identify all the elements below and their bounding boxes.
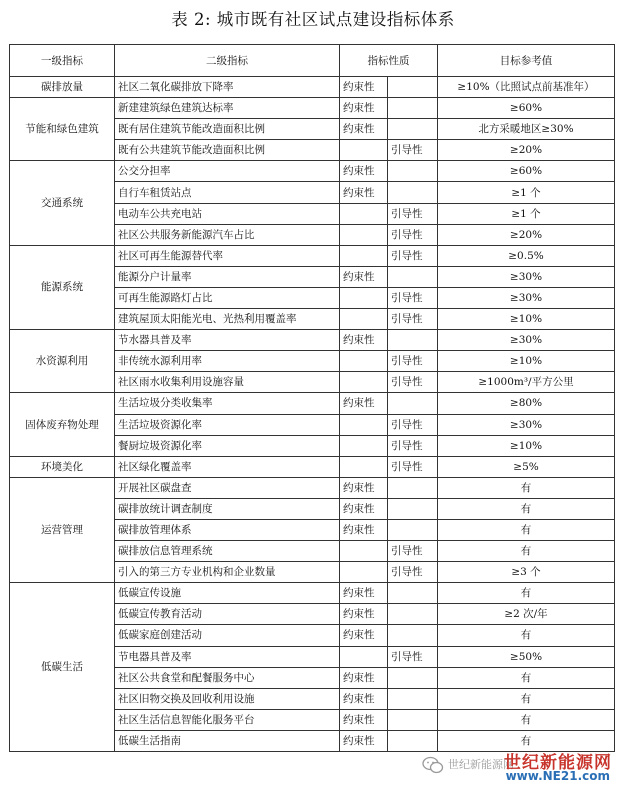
binding-nature: 约束性 bbox=[340, 98, 388, 119]
watermark-wechat-text: 世纪新能源网 bbox=[448, 758, 514, 771]
target-value: ≥1 个 bbox=[438, 182, 615, 203]
target-value: ≥60% bbox=[438, 161, 615, 182]
binding-nature bbox=[340, 351, 388, 372]
level2-indicator: 自行车租赁站点 bbox=[115, 182, 340, 203]
guiding-nature bbox=[388, 604, 438, 625]
level2-indicator: 低碳宣传教育活动 bbox=[115, 604, 340, 625]
level2-indicator: 社区旧物交换及回收利用设施 bbox=[115, 688, 340, 709]
binding-nature: 约束性 bbox=[340, 330, 388, 351]
guiding-nature bbox=[388, 667, 438, 688]
table-body bbox=[10, 77, 615, 752]
table-row bbox=[10, 477, 615, 498]
binding-nature: 约束性 bbox=[340, 730, 388, 751]
level2-indicator: 餐厨垃圾资源化率 bbox=[115, 435, 340, 456]
wechat-icon bbox=[422, 756, 444, 774]
binding-nature: 约束性 bbox=[340, 667, 388, 688]
level2-indicator: 低碳宣传设施 bbox=[115, 583, 340, 604]
binding-nature bbox=[340, 456, 388, 477]
guiding-nature bbox=[388, 498, 438, 519]
guiding-nature: 引导性 bbox=[388, 435, 438, 456]
level1-indicator: 水资源利用 bbox=[10, 330, 115, 393]
binding-nature: 约束性 bbox=[340, 709, 388, 730]
binding-nature: 约束性 bbox=[340, 519, 388, 540]
level2-indicator: 低碳家庭创建活动 bbox=[115, 625, 340, 646]
binding-nature: 约束性 bbox=[340, 477, 388, 498]
table-row bbox=[10, 330, 615, 351]
binding-nature: 约束性 bbox=[340, 77, 388, 98]
guiding-nature: 引导性 bbox=[388, 541, 438, 562]
level2-indicator: 社区雨水收集利用设施容量 bbox=[115, 372, 340, 393]
guiding-nature: 引导性 bbox=[388, 456, 438, 477]
binding-nature: 约束性 bbox=[340, 625, 388, 646]
table-row bbox=[10, 393, 615, 414]
level2-indicator: 既有居住建筑节能改造面积比例 bbox=[115, 119, 340, 140]
level1-indicator: 固体废弃物处理 bbox=[10, 393, 115, 456]
level2-indicator: 非传统水源利用率 bbox=[115, 351, 340, 372]
watermark-brand: 世纪新能源网 bbox=[504, 753, 612, 773]
level1-indicator: 碳排放量 bbox=[10, 77, 115, 98]
target-value: ≥2 次/年 bbox=[438, 604, 615, 625]
level2-indicator: 节电器具普及率 bbox=[115, 646, 340, 667]
level2-indicator: 社区生活信息智能化服务平台 bbox=[115, 709, 340, 730]
level2-indicator: 低碳生活指南 bbox=[115, 730, 340, 751]
guiding-nature bbox=[388, 266, 438, 287]
target-value: 有 bbox=[438, 688, 615, 709]
target-value: ≥5% bbox=[438, 456, 615, 477]
header-nature: 指标性质 bbox=[340, 45, 438, 77]
level2-indicator: 社区绿化覆盖率 bbox=[115, 456, 340, 477]
binding-nature bbox=[340, 140, 388, 161]
binding-nature bbox=[340, 562, 388, 583]
guiding-nature: 引导性 bbox=[388, 203, 438, 224]
guiding-nature: 引导性 bbox=[388, 140, 438, 161]
binding-nature bbox=[340, 646, 388, 667]
binding-nature: 约束性 bbox=[340, 266, 388, 287]
table-row bbox=[10, 456, 615, 477]
level2-indicator: 碳排放管理体系 bbox=[115, 519, 340, 540]
guiding-nature bbox=[388, 583, 438, 604]
guiding-nature: 引导性 bbox=[388, 245, 438, 266]
target-value: ≥10% bbox=[438, 351, 615, 372]
header-level1: 一级指标 bbox=[10, 45, 115, 77]
target-value: 有 bbox=[438, 541, 615, 562]
target-value: ≥10% bbox=[438, 309, 615, 330]
guiding-nature bbox=[388, 119, 438, 140]
level2-indicator: 既有公共建筑节能改造面积比例 bbox=[115, 140, 340, 161]
binding-nature bbox=[340, 203, 388, 224]
level2-indicator: 碳排放统计调查制度 bbox=[115, 498, 340, 519]
level1-indicator: 交通系统 bbox=[10, 161, 115, 245]
guiding-nature bbox=[388, 688, 438, 709]
guiding-nature: 引导性 bbox=[388, 646, 438, 667]
guiding-nature bbox=[388, 625, 438, 646]
level2-indicator: 可再生能源路灯占比 bbox=[115, 287, 340, 308]
level2-indicator: 社区二氧化碳排放下降率 bbox=[115, 77, 340, 98]
guiding-nature bbox=[388, 182, 438, 203]
guiding-nature bbox=[388, 77, 438, 98]
target-value: 有 bbox=[438, 730, 615, 751]
table-title: 表 2: 城市既有社区试点建设指标体系 bbox=[171, 10, 455, 29]
binding-nature: 约束性 bbox=[340, 119, 388, 140]
level2-indicator: 碳排放信息管理系统 bbox=[115, 541, 340, 562]
level2-indicator: 电动车公共充电站 bbox=[115, 203, 340, 224]
target-value: 有 bbox=[438, 519, 615, 540]
target-value: ≥3 个 bbox=[438, 562, 615, 583]
guiding-nature: 引导性 bbox=[388, 372, 438, 393]
level2-indicator: 生活垃圾分类收集率 bbox=[115, 393, 340, 414]
level2-indicator: 生活垃圾资源化率 bbox=[115, 414, 340, 435]
level2-indicator: 引入的第三方专业机构和企业数量 bbox=[115, 562, 340, 583]
guiding-nature: 引导性 bbox=[388, 351, 438, 372]
target-value: ≥20% bbox=[438, 140, 615, 161]
target-value: ≥80% bbox=[438, 393, 615, 414]
binding-nature: 约束性 bbox=[340, 604, 388, 625]
binding-nature bbox=[340, 224, 388, 245]
level1-indicator: 节能和绿色建筑 bbox=[10, 98, 115, 161]
guiding-nature bbox=[388, 98, 438, 119]
guiding-nature bbox=[388, 709, 438, 730]
table-row bbox=[10, 77, 615, 98]
table-row bbox=[10, 98, 615, 119]
target-value: ≥30% bbox=[438, 287, 615, 308]
binding-nature bbox=[340, 245, 388, 266]
level2-indicator: 公交分担率 bbox=[115, 161, 340, 182]
guiding-nature bbox=[388, 393, 438, 414]
binding-nature bbox=[340, 541, 388, 562]
header-level2: 二级指标 bbox=[115, 45, 340, 77]
level2-indicator: 节水器具普及率 bbox=[115, 330, 340, 351]
guiding-nature: 引导性 bbox=[388, 414, 438, 435]
target-value: ≥1 个 bbox=[438, 203, 615, 224]
table-row bbox=[10, 245, 615, 266]
level1-indicator: 环境美化 bbox=[10, 456, 115, 477]
guiding-nature: 引导性 bbox=[388, 287, 438, 308]
watermark-domain: www.NE21.com bbox=[505, 769, 610, 783]
target-value: ≥50% bbox=[438, 646, 615, 667]
target-value: ≥1000m³/平方公里 bbox=[438, 372, 615, 393]
binding-nature bbox=[340, 372, 388, 393]
binding-nature bbox=[340, 435, 388, 456]
binding-nature: 约束性 bbox=[340, 583, 388, 604]
level2-indicator: 社区公共食堂和配餐服务中心 bbox=[115, 667, 340, 688]
guiding-nature bbox=[388, 330, 438, 351]
watermark bbox=[422, 748, 618, 788]
guiding-nature bbox=[388, 161, 438, 182]
binding-nature: 约束性 bbox=[340, 182, 388, 203]
level2-indicator: 建筑屋顶太阳能光电、光热利用覆盖率 bbox=[115, 309, 340, 330]
table-header-row bbox=[10, 45, 615, 77]
guiding-nature: 引导性 bbox=[388, 562, 438, 583]
binding-nature: 约束性 bbox=[340, 688, 388, 709]
target-value: 有 bbox=[438, 583, 615, 604]
target-value: 有 bbox=[438, 477, 615, 498]
level1-indicator: 运营管理 bbox=[10, 477, 115, 582]
target-value: 有 bbox=[438, 498, 615, 519]
target-value: 北方采暖地区≥30% bbox=[438, 119, 615, 140]
guiding-nature bbox=[388, 477, 438, 498]
target-value: ≥30% bbox=[438, 330, 615, 351]
target-value: ≥10%（比照试点前基准年） bbox=[438, 77, 615, 98]
table-row bbox=[10, 583, 615, 604]
level2-indicator: 社区可再生能源替代率 bbox=[115, 245, 340, 266]
binding-nature bbox=[340, 309, 388, 330]
guiding-nature: 引导性 bbox=[388, 224, 438, 245]
table-row bbox=[10, 161, 615, 182]
level2-indicator: 能源分户计量率 bbox=[115, 266, 340, 287]
binding-nature bbox=[340, 414, 388, 435]
binding-nature: 约束性 bbox=[340, 498, 388, 519]
target-value: ≥0.5% bbox=[438, 245, 615, 266]
binding-nature: 约束性 bbox=[340, 161, 388, 182]
guiding-nature: 引导性 bbox=[388, 309, 438, 330]
guiding-nature bbox=[388, 519, 438, 540]
level2-indicator: 新建建筑绿色建筑达标率 bbox=[115, 98, 340, 119]
target-value: ≥20% bbox=[438, 224, 615, 245]
level2-indicator: 社区公共服务新能源汽车占比 bbox=[115, 224, 340, 245]
header-target: 目标参考值 bbox=[438, 45, 615, 77]
target-value: ≥60% bbox=[438, 98, 615, 119]
target-value: 有 bbox=[438, 625, 615, 646]
target-value: 有 bbox=[438, 667, 615, 688]
indicator-table bbox=[9, 44, 615, 752]
level2-indicator: 开展社区碳盘查 bbox=[115, 477, 340, 498]
binding-nature: 约束性 bbox=[340, 393, 388, 414]
target-value: ≥30% bbox=[438, 266, 615, 287]
level1-indicator: 能源系统 bbox=[10, 245, 115, 329]
level1-indicator: 低碳生活 bbox=[10, 583, 115, 752]
target-value: ≥10% bbox=[438, 435, 615, 456]
binding-nature bbox=[340, 287, 388, 308]
target-value: ≥30% bbox=[438, 414, 615, 435]
target-value: 有 bbox=[438, 709, 615, 730]
